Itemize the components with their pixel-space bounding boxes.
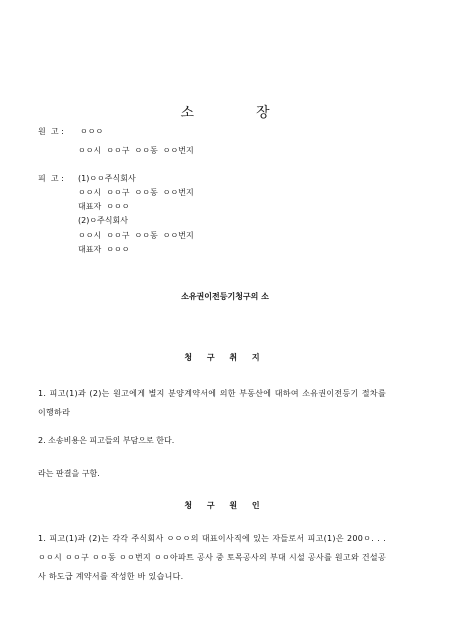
claim-purpose-heading: 청 구 취 지 (184, 353, 266, 362)
claim-purpose-closing: 라는 판결을 구함. (38, 469, 100, 478)
plaintiff-address: ㅇㅇ시 ㅇㅇ구 ㅇㅇ동 ㅇㅇ번지 (78, 146, 194, 155)
claim-cause-heading: 청 구 원 인 (184, 501, 266, 510)
claim-purpose-item-1: 1. 피고(1)과 (2)는 원고에게 별지 분양계약서에 의한 부동산에 대하여 소유권이전등기 절차를 이행하라 (38, 389, 386, 417)
case-name: 소유권이전등기청구의 소 (181, 292, 269, 301)
plaintiff-label: 원 고 : (38, 127, 67, 136)
defendant-first-rep: 대표자 ㅇㅇㅇ (78, 202, 130, 211)
defendant-second-address: ㅇㅇ시 ㅇㅇ구 ㅇㅇ동 ㅇㅇ번지 (78, 231, 194, 240)
defendant-first-company: (1)ㅇㅇ주식회사 (78, 174, 136, 183)
title-char-right: 장 (256, 105, 270, 121)
title-char-left: 소 (180, 105, 194, 121)
claim-purpose-item-2: 2. 소송비용은 피고들의 부담으로 한다. (38, 436, 175, 445)
defendant-first-address: ㅇㅇ시 ㅇㅇ구 ㅇㅇ동 ㅇㅇ번지 (78, 188, 194, 197)
plaintiff-name: ㅇㅇㅇ (80, 127, 104, 136)
defendant-second-company: (2)ㅇ주식회사 (78, 216, 128, 225)
defendant-label: 피 고 : (38, 174, 67, 183)
document-title (0, 104, 450, 122)
claim-cause-item-1: 1. 피고(1)과 (2)는 각각 주식회사 ㅇㅇㅇ의 대표이사직에 있는 자들로서 피고(1)은 200ㅇ. . . ㅇㅇ시 ㅇㅇ구 ㅇㅇ동 ㅇㅇ번지 ㅇㅇ아파트 공사 중 토목공사의 부대 시설 공사를 원고와 건설공사 하도급 계약서를 작성한 바 있습니다. (38, 534, 386, 581)
defendant-second-rep: 대표자 ㅇㅇㅇ (78, 245, 130, 254)
